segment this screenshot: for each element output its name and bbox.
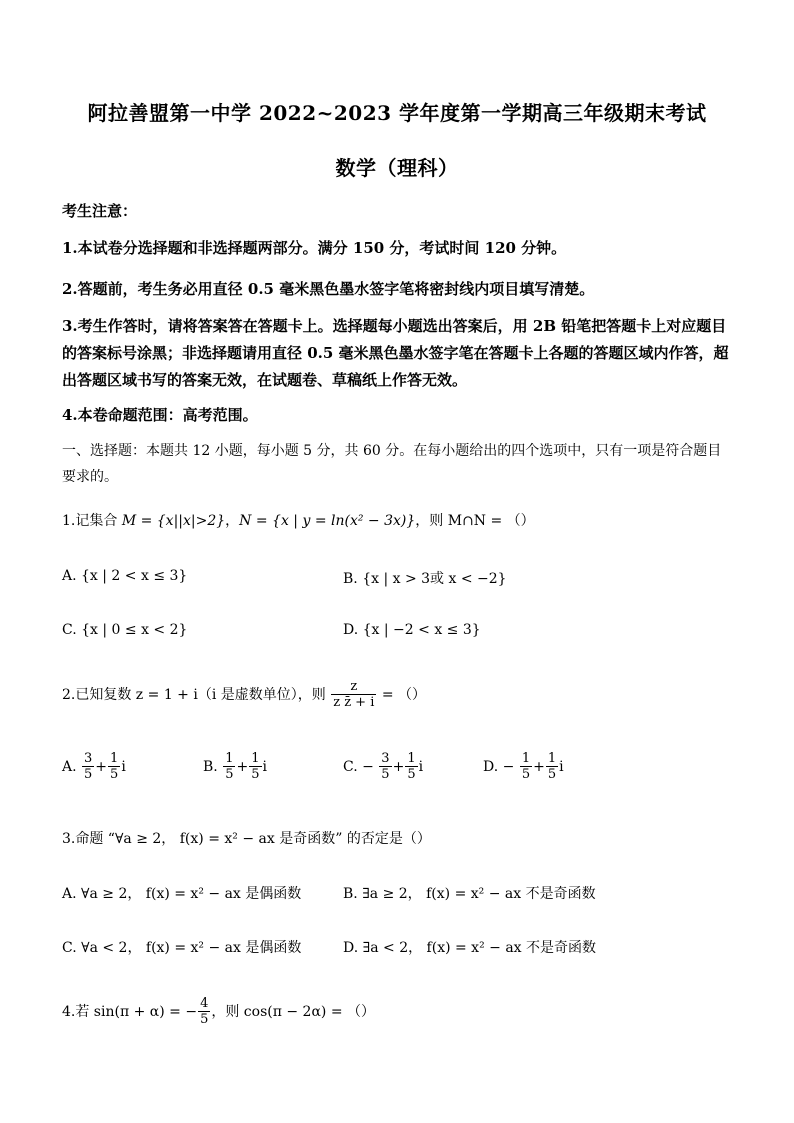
q2-prefix: 2.已知复数 z = 1 + i（i 是虚数单位），则 (62, 687, 331, 703)
q2-a-label: A. (62, 759, 77, 775)
q4-suffix: ，则 cos(π − 2α) = （） (211, 1004, 375, 1020)
q2-d-frac2 (546, 752, 558, 782)
q3-option-b: B. ∃a ≥ 2， f(x) = x² − ax 不是奇函数 (343, 886, 596, 902)
q4-prefix: 4.若 sin(π + α) = − (62, 1004, 198, 1020)
q2-b-n1: 1 (225, 751, 234, 766)
q2-c-frac1 (379, 752, 391, 782)
q1-set-n: N = {x | y = ln(x² − 3x)} (239, 513, 416, 529)
q2-option-a: A. $\frac{3}{5}$ + $\frac{1}{5}$ i (62, 751, 126, 782)
q2-a-frac1 (82, 752, 94, 782)
q2-b-frac2 (249, 752, 261, 782)
q2-a-frac2 (108, 752, 120, 782)
q2-a-d2: 5 (110, 767, 119, 782)
q2-c-frac2 (405, 752, 417, 782)
q2-c-label: C. − (343, 759, 374, 775)
q2-d-n1: 1 (521, 751, 531, 766)
note-item-1: 1.本试卷分选择题和非选择题两部分。满分 150 分，考试时间 120 分钟。 (62, 239, 567, 257)
q2-a-n2: 1 (110, 751, 119, 766)
q4-frac-num: 4 (200, 996, 209, 1011)
q1-option-d: D. {x | −2 < x ≤ 3} (343, 622, 481, 638)
q2-option-d: D. − $\frac{1}{5}$ + $\frac{1}{5}$ i (483, 751, 564, 782)
q1-sep: ， (225, 513, 240, 529)
q2-option-c: C. − $\frac{3}{5}$ + $\frac{1}{5}$ i (343, 751, 424, 782)
q2-suffix: = （） (377, 687, 427, 703)
q3-option-a: A. ∀a ≥ 2， f(x) = x² − ax 是偶函数 (62, 886, 302, 902)
q2-d-frac1 (520, 752, 532, 782)
q2-d-n2: 1 (547, 751, 557, 766)
q1-option-a: A. {x | 2 < x ≤ 3} (62, 568, 188, 584)
q2-a-n1: 3 (84, 751, 93, 766)
section-intro: 一、选择题：本题共 12 小题，每小题 5 分，共 60 分。在每小题给出的四个选项中，只有一项是符合题目要求的。 (62, 443, 722, 485)
notes-heading: 考生注意： (62, 202, 138, 220)
q2-b-frac1 (223, 752, 235, 782)
note-item-3: 3.考生作答时，请将答案答在答题卡上。选择题每小题选出答案后，用 2B 铅笔把答题卡上对应题目的答案标号涂黑；非选择题请用直径 0.5 毫米黑色墨水签字笔在答题卡上各题的答题区域内作答，超出答题区域书写的答案无效，在试题卷、草稿纸上作答无效。 (62, 317, 729, 389)
q1-set-m: M = {x||x|>2} (121, 513, 226, 529)
q2-frac-num: z (350, 679, 358, 694)
exam-title: 阿拉善盟第一中学 2022~2023 学年度第一学期高三年级期末考试 (87, 101, 707, 125)
question-3-stem: 3.命题 “∀a ≥ 2， f(x) = x² − ax 是奇函数” 的否定是（） (62, 831, 431, 847)
q1-option-b: B. {x | x > 3或 x < −2} (343, 571, 507, 587)
q2-b-d1: 5 (225, 767, 234, 782)
exam-subtitle: 数学（理科） (335, 156, 459, 180)
q2-a-d1: 5 (84, 767, 93, 782)
q2-d-d1: 5 (521, 767, 531, 782)
note-item-2: 2.答题前，考生务必用直径 0.5 毫米黑色墨水签字笔将密封线内项目填写清楚。 (62, 280, 595, 298)
q4-fraction (198, 997, 210, 1027)
q1-option-c: C. {x | 0 ≤ x < 2} (62, 622, 188, 638)
q2-b-label: B. (203, 759, 218, 775)
q3-option-c: C. ∀a < 2， f(x) = x² − ax 是偶函数 (62, 940, 302, 956)
question-2-stem (62, 680, 426, 710)
q2-c-n2: 1 (407, 751, 416, 766)
q2-b-d2: 5 (251, 767, 260, 782)
q1-suffix: ，则 M∩N = （） (415, 513, 535, 529)
q2-option-b: B. $\frac{1}{5}$ + $\frac{1}{5}$ i (203, 751, 267, 782)
q2-fraction (331, 680, 376, 710)
q1-prefix: 1.记集合 (62, 513, 122, 529)
q2-d-label: D. − (483, 759, 515, 775)
q2-c-d2: 5 (407, 767, 416, 782)
q3-option-d: D. ∃a < 2， f(x) = x² − ax 不是奇函数 (343, 940, 597, 956)
question-4-stem (62, 997, 375, 1027)
question-1-stem (62, 510, 535, 530)
q2-c-n1: 3 (381, 751, 390, 766)
q2-d-d2: 5 (547, 767, 557, 782)
q2-c-d1: 5 (381, 767, 390, 782)
note-item-4: 4.本卷命题范围：高考范围。 (62, 406, 258, 424)
q4-frac-den: 5 (200, 1012, 209, 1027)
q2-frac-den: z z̄ + i (333, 695, 375, 710)
q2-b-n2: 1 (251, 751, 260, 766)
